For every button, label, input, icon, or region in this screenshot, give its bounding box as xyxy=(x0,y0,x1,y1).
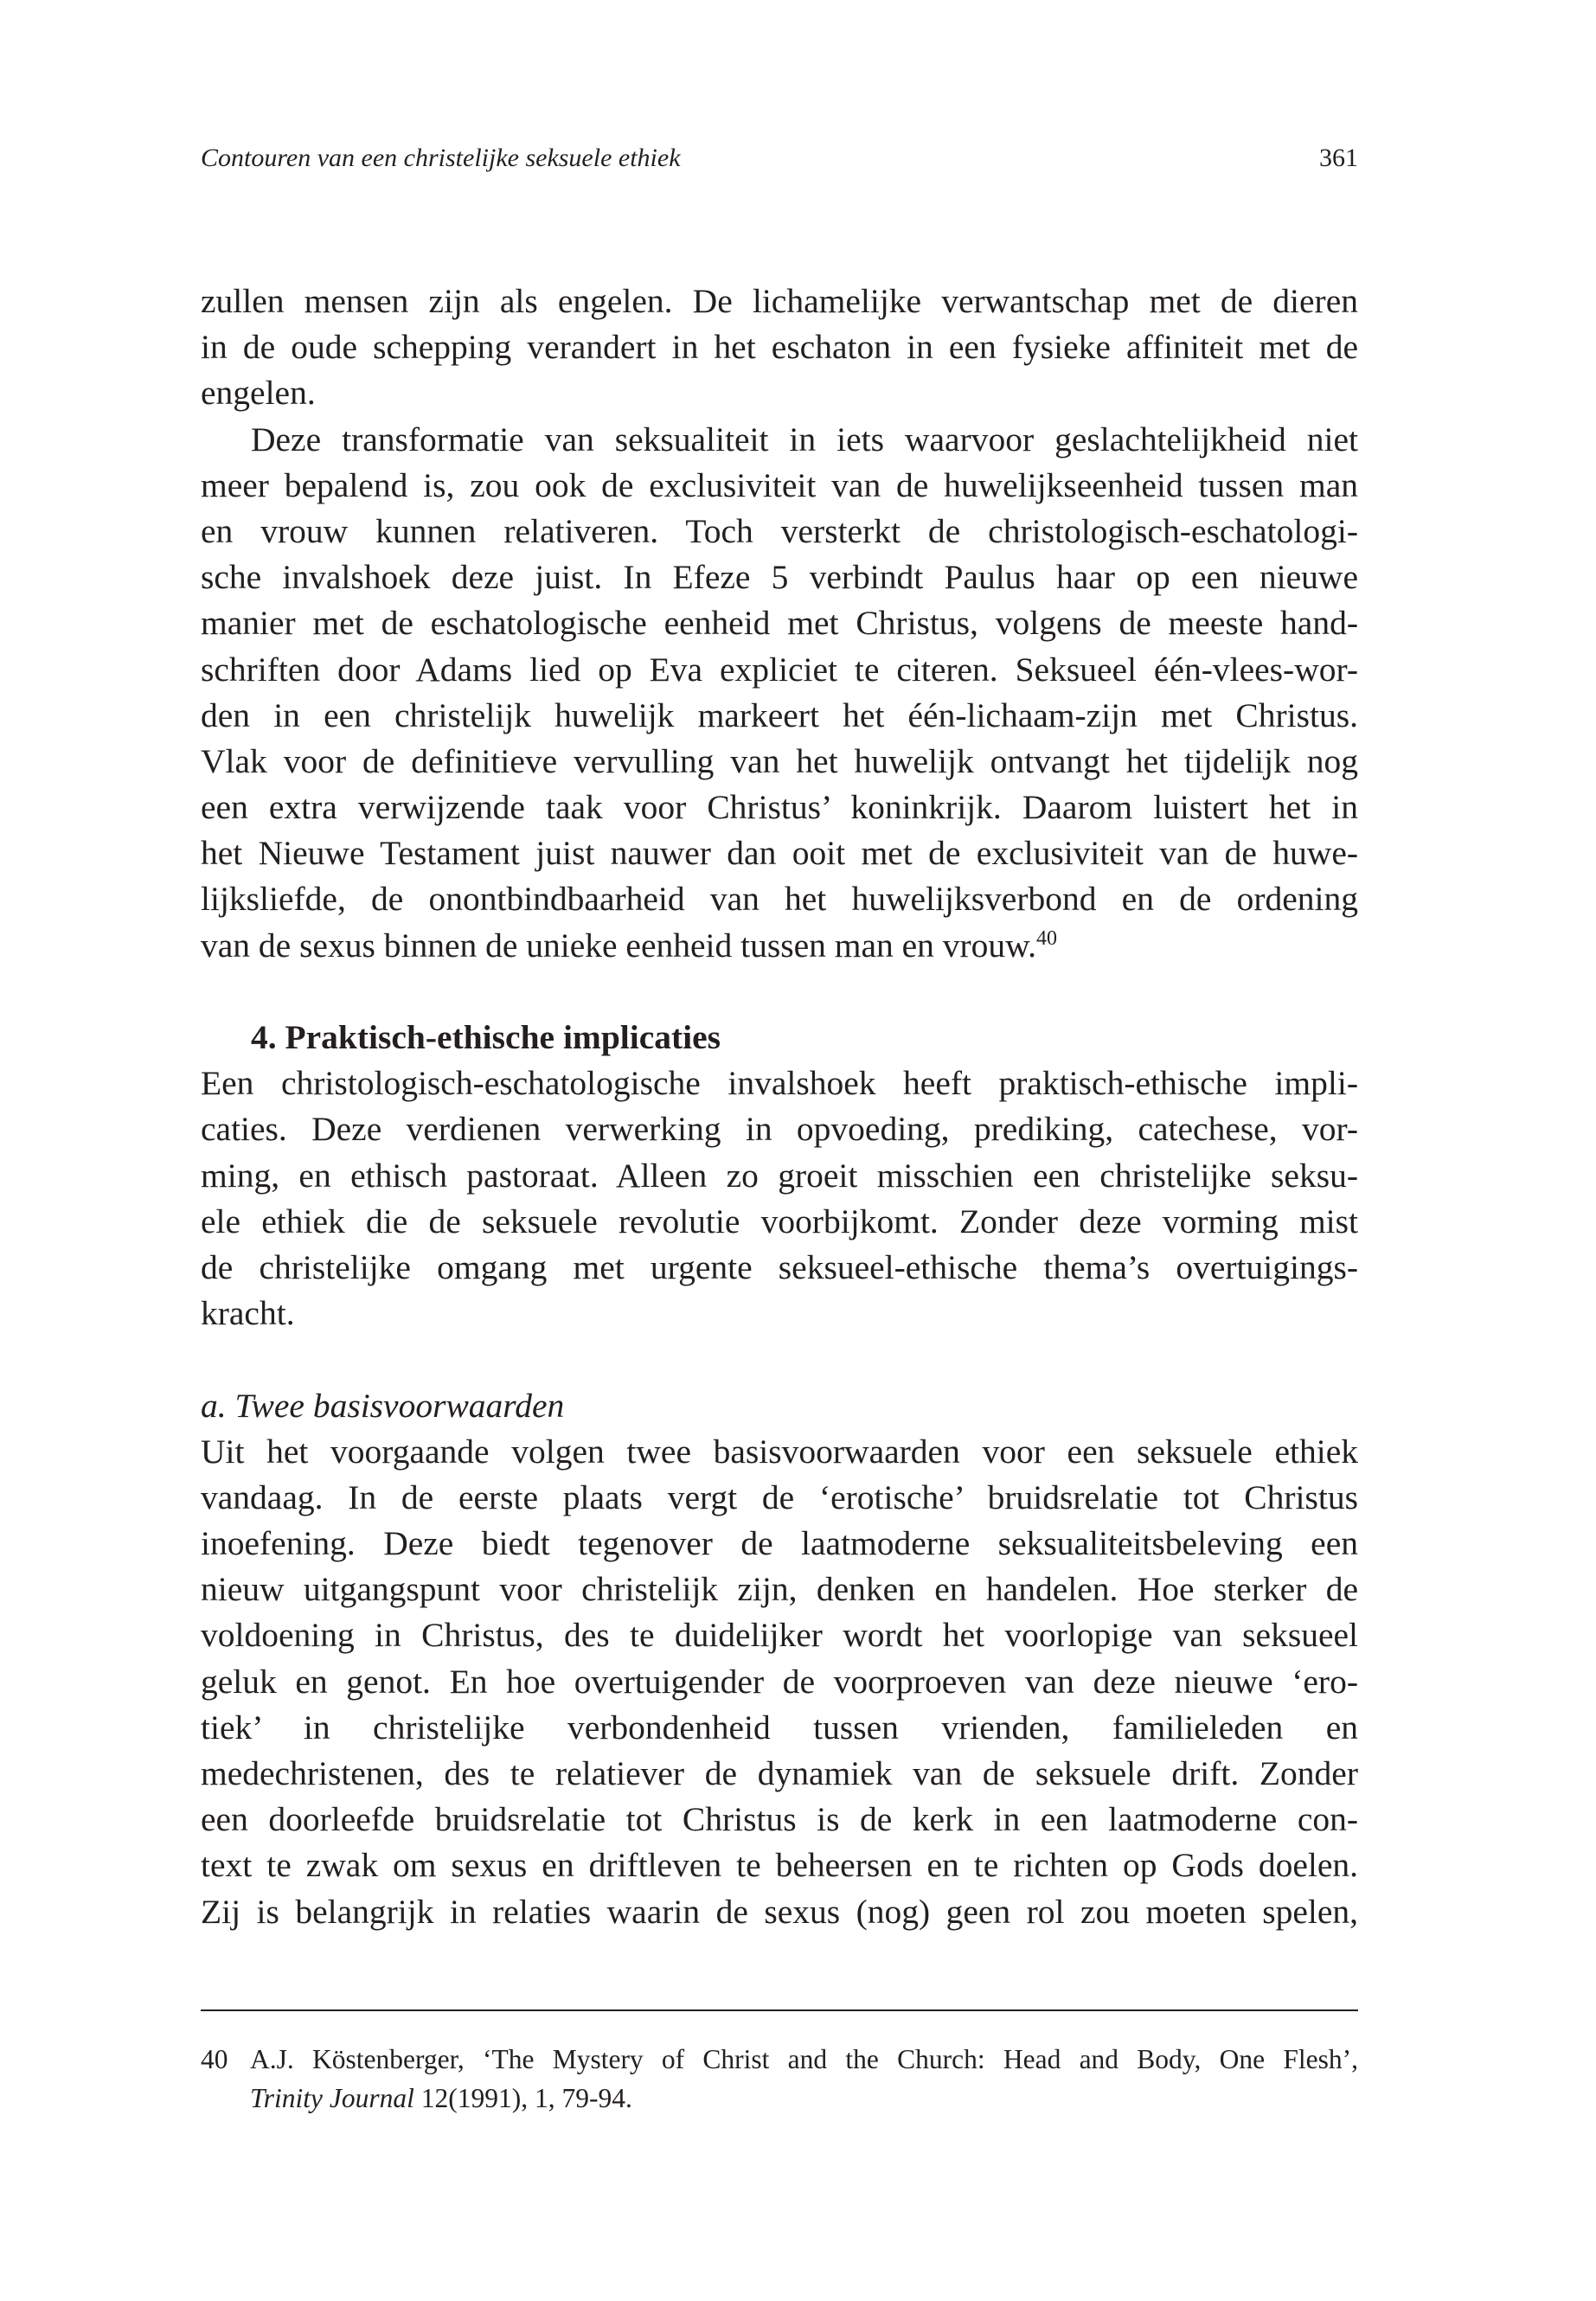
running-title: Contouren van een christelijke seksuele ethiek xyxy=(201,144,681,172)
text-line: schriften door Adams lied op Eva expliciet te citeren. Seksueel één-vlees-wor- xyxy=(201,650,1358,689)
spacer xyxy=(201,1336,1358,1382)
spacer xyxy=(201,969,1358,1015)
text-line: Een christologisch-eschatologische invalshoek heeft praktisch-ethische impli- xyxy=(201,1064,1358,1103)
body-text xyxy=(201,279,1358,1935)
running-header xyxy=(201,138,1358,178)
text-line xyxy=(201,923,1358,969)
text-line: ele ethiek die de seksuele revolutie voorbijkomt. Zonder deze vorming mist xyxy=(201,1202,1358,1240)
footnote-reference[interactable]: 40 xyxy=(1036,926,1058,950)
text-line: nieuw uitgangspunt voor christelijk zijn, denken en handelen. Hoe sterker de xyxy=(201,1570,1358,1609)
footnote-body xyxy=(250,2040,1358,2118)
text-line: engelen. xyxy=(201,374,316,413)
text-line: inoefening. Deze biedt tegenover de laatmoderne seksualiteitsbeleving een xyxy=(201,1524,1358,1563)
text-line: een doorleefde bruidsrelatie tot Christus is de kerk in een laatmoderne con- xyxy=(201,1800,1358,1839)
text-line-content: van de sexus binnen de unieke eenheid tussen man en vrouw. xyxy=(201,926,1037,965)
page-number: 361 xyxy=(1319,144,1358,172)
text-line: kracht. xyxy=(201,1294,295,1333)
footnote-line: A.J. Köstenberger, ‘The Mystery of Christ and the Church: Head and Body, One Flesh’, xyxy=(250,2044,1358,2074)
text-line: Deze transformatie van seksualiteit in iets waarvoor geslachtelijkheid niet xyxy=(251,420,1358,458)
footnote-line xyxy=(250,2079,1358,2118)
text-line: tiek’ in christelijke verbondenheid tussen vrienden, familieleden en xyxy=(201,1708,1358,1747)
text-line: in de oude schepping verandert in het eschaton in een fysieke affiniteit met de xyxy=(201,328,1358,367)
footnote-journal: Trinity Journal xyxy=(250,2083,414,2113)
text-line: zullen mensen zijn als engelen. De lichamelijke verwantschap met de dieren xyxy=(201,282,1358,320)
text-line: voldoening in Christus, des te duidelijker wordt het voorlopige van seksueel xyxy=(201,1616,1358,1655)
footnote-citation: 12(1991), 1, 79-94. xyxy=(413,2083,632,2113)
footnote xyxy=(201,2040,1358,2118)
text-line: ming, en ethisch pastoraat. Alleen zo groeit misschien een christelijke seksu- xyxy=(201,1156,1358,1195)
text-line: Uit het voorgaande volgen twee basisvoorwaarden voor een seksuele ethiek xyxy=(201,1432,1358,1471)
text-line: Vlak voor de definitieve vervulling van het huwelijk ontvangt het tijdelijk nog xyxy=(201,741,1358,780)
text-line: een extra verwijzende taak voor Christus’ koninkrijk. Daarom luistert het in xyxy=(201,788,1358,827)
text-line: medechristenen, des te relatiever de dynamiek van de seksuele drift. Zonder xyxy=(201,1754,1358,1792)
text-line: manier met de eschatologische eenheid met Christus, volgens de meeste hand- xyxy=(201,604,1358,643)
text-line: Zij is belangrijk in relaties waarin de sexus (nog) geen rol zou moeten spelen, xyxy=(201,1892,1358,1931)
text-line: het Nieuwe Testament juist nauwer dan ooit met de exclusiviteit van de huwe- xyxy=(201,834,1358,873)
footnote-number: 40 xyxy=(201,2044,228,2074)
footnotes xyxy=(201,2040,1358,2118)
text-line: text te zwak om sexus en driftleven te beheersen en te richten op Gods doelen. xyxy=(201,1846,1358,1885)
text-line: lijksliefde, de onontbindbaarheid van het huwelijksverbond en de ordening xyxy=(201,880,1358,919)
text-line: en vrouw kunnen relativeren. Toch versterkt de christologisch-eschatologi- xyxy=(201,511,1358,550)
text-line: meer bepalend is, zou ook de exclusiviteit van de huwelijkseenheid tussen man xyxy=(201,465,1358,504)
footnote-divider xyxy=(201,2009,1358,2011)
text-line: de christelijke omgang met urgente seksueel-ethische thema’s overtuigings- xyxy=(201,1247,1358,1286)
text-line: den in een christelijk huwelijk markeert het één-lichaam-zijn met Christus. xyxy=(201,695,1358,734)
text-line: sche invalshoek deze juist. In Efeze 5 verbindt Paulus haar op een nieuwe xyxy=(201,558,1358,597)
subsection-heading: a. Twee basisvoorwaarden xyxy=(201,1386,565,1425)
text-line: geluk en genot. En hoe overtuigender de voorproeven van deze nieuwe ‘ero- xyxy=(201,1662,1358,1701)
text-line: caties. Deze verdienen verwerking in opvoeding, prediking, catechese, vor- xyxy=(201,1110,1358,1149)
text-line: vandaag. In de eerste plaats vergt de ‘erotische’ bruidsrelatie tot Christus xyxy=(201,1477,1358,1516)
section-heading: 4. Praktisch-ethische implicaties xyxy=(251,1018,721,1056)
